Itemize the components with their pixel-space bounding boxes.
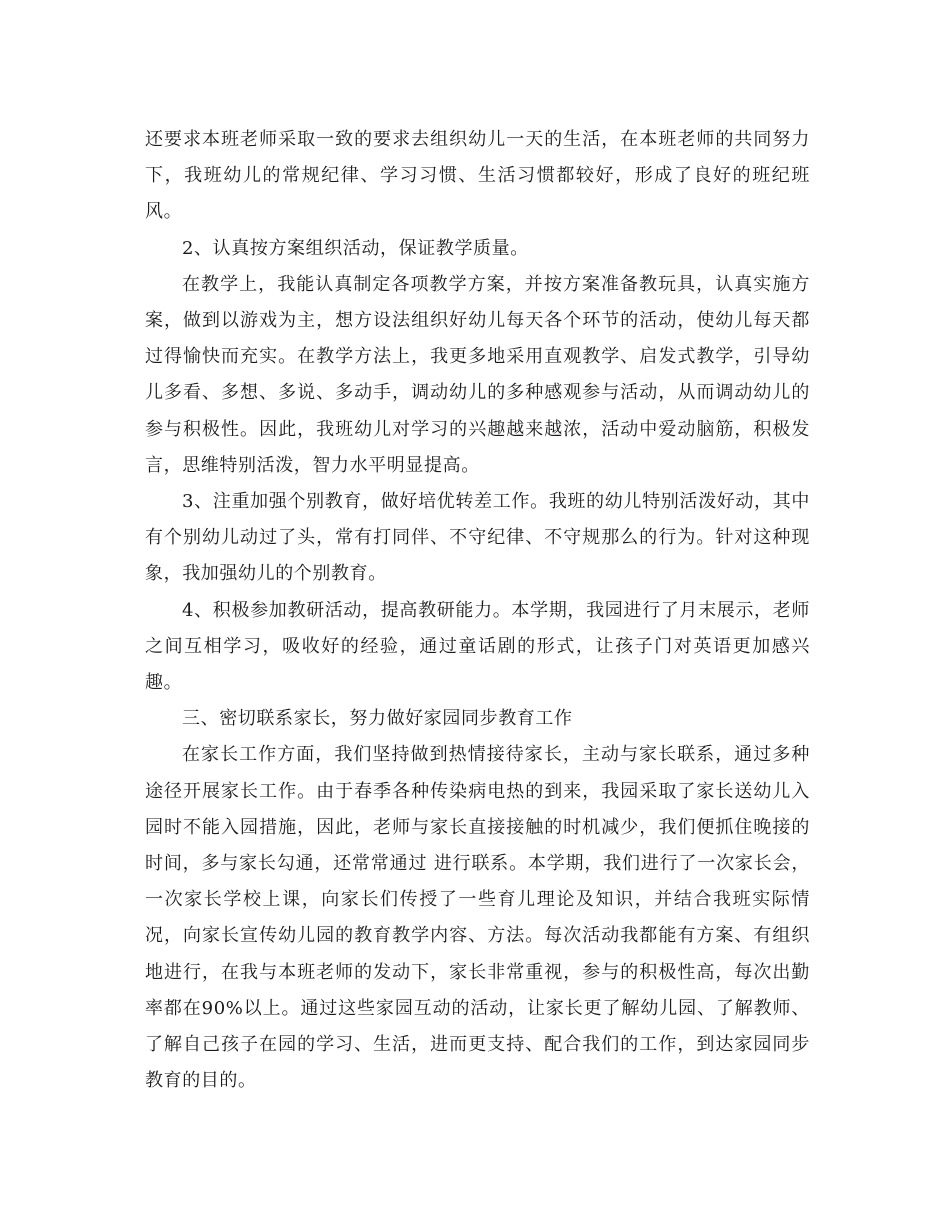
paragraph-teaching-methods: 在教学上，我能认真制定各项教学方案，并按方案准备教玩具，认真实施方案，做到以游戏为主，想方设法组织好幼儿每天各个环节的活动，使幼儿每天都过得愉快而充实。在教学方法上，我更多地采用直观教学、启发式教学，引导幼儿多看、多想、多说、多动手，调动幼儿的多种感观参与活动，从而调动幼儿的参与积极性。因此，我班幼儿对学习的兴趣越来越浓，活动中爱动脑筋，积极发言，思维特别活泼，智力水平明显提高。 [145, 273, 810, 476]
paragraph-teaching-research: 4、积极参加教研活动，提高教研能力。本学期，我园进行了月末展示，老师之间互相学习，吸收好的经验，通过童话剧的形式，让孩子门对英语更加感兴趣。 [145, 599, 810, 694]
paragraph-individual-education: 3、注重加强个别教育，做好培优转差工作。我班的幼儿特别活泼好动，其中有个别幼儿动过了头，常有打同伴、不守纪律、不守规那么的行为。针对这种现象，我加强幼儿的个别教育。 [145, 491, 810, 585]
paragraph-heading-teaching-quality: 2、认真按方案组织活动，保证教学质量。 [182, 237, 529, 259]
section-heading-parent-contact: 三、密切联系家长，努力做好家园同步教育工作 [182, 708, 573, 730]
document-body [145, 122, 810, 1099]
paragraph-continued-class-routine: 还要求本班老师采取一致的要求去组织幼儿一天的生活，在本班老师的共同努力下，我班幼儿的常规纪律、学习习惯、生活习惯都较好，形成了良好的班纪班风。 [145, 129, 810, 223]
paragraph-parent-work: 在家长工作方面，我们坚持做到热情接待家长，主动与家长联系，通过多种途径开展家长工作。由于春季各种传染病电热的到来，我园采取了家长送幼儿入园时不能入园措施，因此，老师与家长直接接触的时机减少，我们便抓住晚接的时间，多与家长勾通，还常常通过 进行联系。本学期，我们进行了一次家长会，一次家长学校上课，向家长们传授了一些育儿理论及知识，并结合我班实际情况，向家长宣传幼儿园的教育教学内容、方法。每次活动我都能有方案、有组织地进行，在我与本班老师的发动下，家长非常重视，参与的积极性高，每次出勤率都在90%以上。通过这些家园互动的活动，让家长更了解幼儿园、了解教师、了解自己孩子在园的学习、生活，进而更支持、配合我们的工作，到达家园同步教育的目的。 [145, 744, 810, 1092]
